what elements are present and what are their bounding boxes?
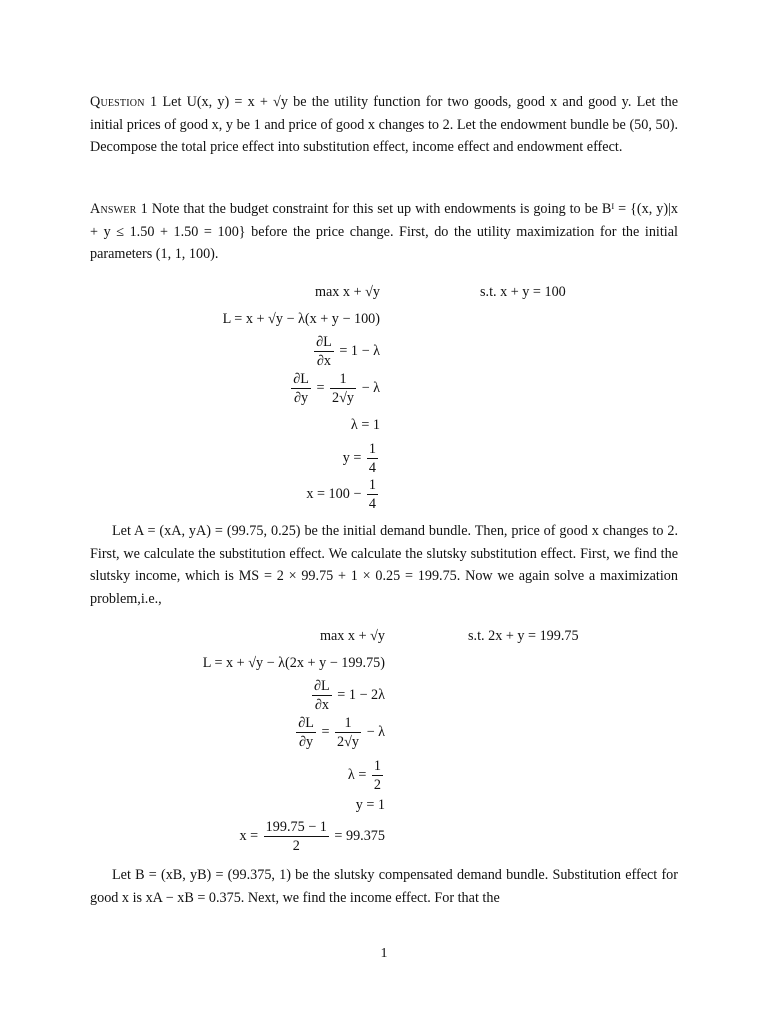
lambda-fraction-2: $\frac{1}{2}$ bbox=[373, 758, 381, 793]
answer-paragraph bbox=[90, 198, 678, 266]
dLdy-equation-2: $\frac{\partial L}{\partial y}$ = $\frac{1}{2√y}$ − λ bbox=[298, 715, 385, 750]
answer-text: Note that the budget constraint for this set up with endowments is going to be Bᴵ = {(x, y)|x + y ≤ 1.50 + 1.50 = 100} before the price change. First, do the utility maximization for the initial parameters (1, 1, 100). bbox=[90, 201, 678, 262]
question-heading: Question 1 bbox=[90, 94, 158, 110]
lagrangian-1: L = x + √y − λ(x + y − 100) bbox=[222, 311, 380, 327]
objective-2: max x + √y bbox=[319, 628, 385, 644]
y-equation-1: y = $\frac{1}{4}$ bbox=[342, 441, 376, 476]
paragraph-2: Let A = (xA, yA) = (99.75, 0.25) be the initial demand bundle. Then, price of good x changes to 2. First, we calculate the substitution effect. We calculate the slutsky substitution effect. First, we find the slutsky income, which is MS = 2 × 99.75 + 1 × 0.25 = 199.75. Now we again solve a maximization problem,i.e., bbox=[90, 523, 678, 607]
question-paragraph bbox=[90, 91, 678, 159]
objective-1: max x + √y bbox=[314, 284, 380, 300]
paragraph-3: Let B = (xB, yB) = (99.375, 1) be the slutsky compensated demand bundle. Substitution effect for good x is xA − xB = 0.375. Next, we find the income effect. For that the bbox=[90, 867, 678, 906]
dLdx-fraction-2: $\frac{\partial L}{\partial x}$ bbox=[314, 678, 330, 713]
lambda-equation-2: λ = $\frac{1}{2}$ bbox=[347, 758, 381, 793]
y-fraction-1: $\frac{1}{4}$ bbox=[368, 441, 376, 476]
question-text: Let U(x, y) = x + √y be the utility function for two goods, good x and good y. Let the initial prices of good x, y be 1 and price of good x changes to 2. Let the endowment bundle be (50, 50). Decompose the total price effect into substitution effect, income effect and endowment effect. bbox=[90, 94, 678, 155]
x-equation-1: x = 100 − $\frac{1}{4}$ bbox=[306, 477, 376, 512]
dLdy-rhs-fraction-1: $\frac{1}{2√y}$ bbox=[332, 371, 355, 406]
page-number: 1 bbox=[380, 946, 388, 961]
y-equation-2: y = 1 bbox=[355, 797, 385, 813]
dLdx-equation-1: $\frac{\partial L}{\partial x}$ = 1 − λ bbox=[316, 334, 380, 369]
constraint-2: s.t. 2x + y = 199.75 bbox=[468, 628, 579, 644]
constraint-1: s.t. x + y = 100 bbox=[480, 284, 566, 300]
x-fraction-2: $\frac{199.75 - 1}{2}$ bbox=[265, 819, 327, 854]
x-equation-2: x = $\frac{199.75 - 1}{2}$ = 99.375 bbox=[239, 819, 385, 854]
dLdx-fraction-1: $\frac{\partial L}{\partial x}$ bbox=[316, 334, 332, 369]
dLdy-rhs-fraction-2: $\frac{1}{2√y}$ bbox=[337, 715, 360, 750]
dLdx-equation-2: $\frac{\partial L}{\partial x}$ = 1 − 2λ bbox=[314, 678, 385, 713]
lagrangian-2: L = x + √y − λ(2x + y − 199.75) bbox=[202, 655, 385, 671]
dLdy-fraction-2: $\frac{\partial L}{\partial y}$ bbox=[298, 715, 314, 750]
dLdy-fraction-1: $\frac{\partial L}{\partial y}$ bbox=[293, 371, 309, 406]
dLdy-equation-1: $\frac{\partial L}{\partial y}$ = $\frac{1}{2√y}$ − λ bbox=[293, 371, 380, 406]
lambda-equation-1: λ = 1 bbox=[350, 417, 380, 433]
x-fraction-1: $\frac{1}{4}$ bbox=[368, 477, 376, 512]
answer-heading: Answer 1 bbox=[90, 201, 148, 217]
